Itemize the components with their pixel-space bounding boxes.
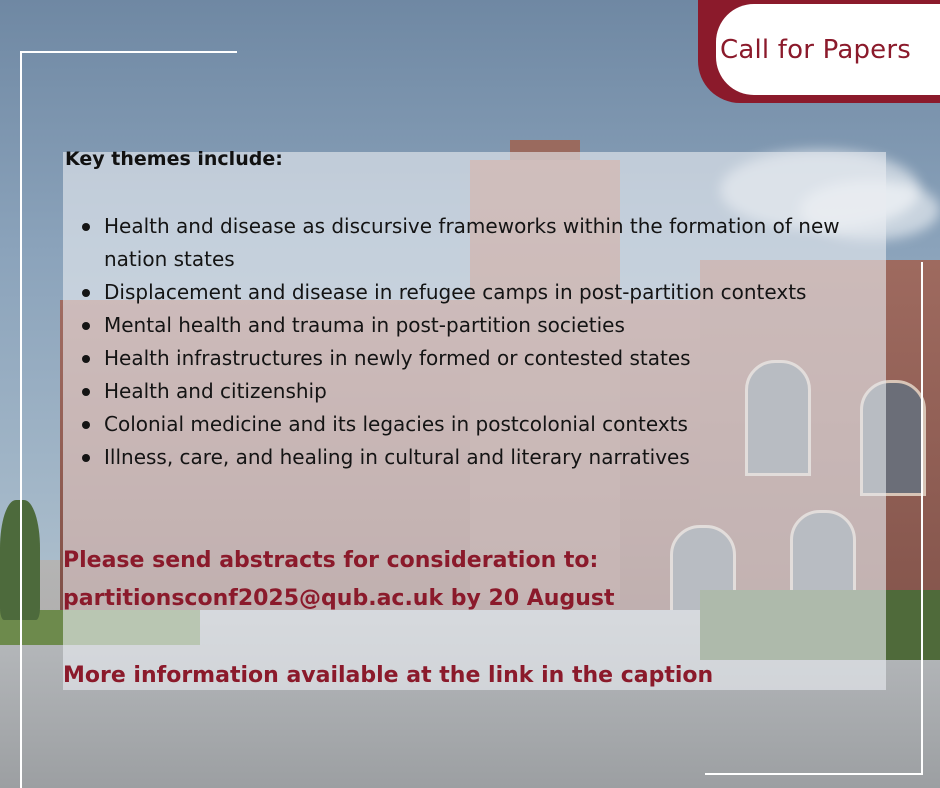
themes-heading: Key themes include: [65,148,283,170]
bullet-icon [82,322,90,330]
theme-text: Displacement and disease in refugee camps in post-partition contexts [104,280,807,304]
list-item [80,210,870,276]
frame-line-left [20,51,22,788]
bullet-icon [82,454,90,462]
call-for-papers-tab [716,4,940,95]
list-item [80,276,870,309]
submission-instruction: Please send abstracts for consideration to: [63,548,599,573]
theme-text: Illness, care, and healing in cultural and literary narratives [104,445,690,469]
theme-text: Colonial medicine and its legacies in postcolonial contexts [104,412,688,436]
frame-line-top [20,51,237,53]
bullet-icon [82,388,90,396]
frame-line-right [921,262,923,775]
list-item [80,441,870,474]
list-item [80,342,870,375]
bullet-icon [82,421,90,429]
list-item [80,408,870,441]
bullet-icon [82,355,90,363]
theme-text: Health and citizenship [104,379,327,403]
theme-text: Health and disease as discursive frameworks within the formation of new nation states [104,214,840,271]
list-item [80,309,870,342]
list-item [80,375,870,408]
themes-list [80,210,870,474]
more-info-text: More information available at the link in the caption [63,663,714,688]
bullet-icon [82,289,90,297]
call-for-papers-label: Call for Papers [720,34,911,65]
bullet-icon [82,223,90,231]
submission-email-deadline: partitionsconf2025@qub.ac.uk by 20 August [63,586,615,611]
theme-text: Health infrastructures in newly formed or contested states [104,346,691,370]
theme-text: Mental health and trauma in post-partition societies [104,313,625,337]
frame-line-bottom [705,773,923,775]
